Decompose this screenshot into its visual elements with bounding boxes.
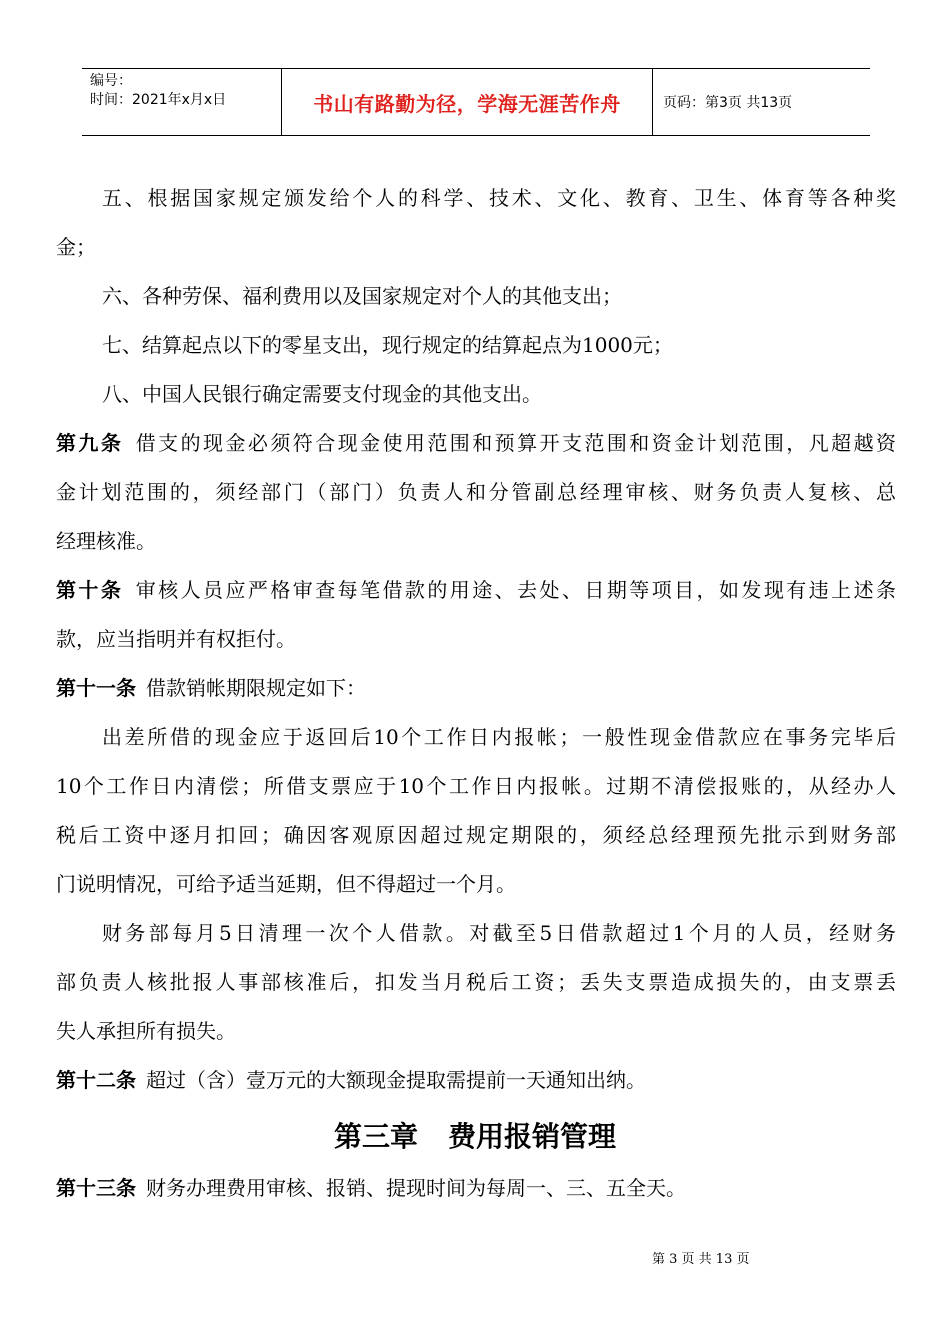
article-13-line: [56, 1164, 896, 1213]
number-label: 编号：: [90, 73, 132, 89]
article-12-line: [56, 1056, 896, 1105]
article-9-label: 第九条: [56, 431, 124, 455]
paragraph-2-line-1: 财务部每月5日清理一次个人借款。对截至5日借款超过1个月的人员，经财务: [102, 921, 896, 945]
time-label: 时间：2021年x月x日: [90, 92, 227, 108]
article-9-line-1: [56, 419, 896, 468]
article-9-text-1: 借支的现金必须符合现金使用范围和预算开支范围和资金计划范围，凡超越资: [133, 431, 897, 455]
item-7: 七、结算起点以下的零星支出，现行规定的结算起点为1000元；: [102, 333, 673, 357]
paragraph-2-line-3: 失人承担所有损失。: [56, 1019, 236, 1043]
paragraph-1-line-3: 税后工资中逐月扣回；确因客观原因超过规定期限的，须经总经理预先批示到财务部: [56, 823, 896, 847]
document-header: [82, 68, 870, 136]
item-6: 六、各种劳保、福利费用以及国家规定对个人的其他支出；: [102, 284, 622, 308]
chapter-title: 费用报销管理: [448, 1120, 617, 1153]
item-8: 八、中国人民银行确定需要支付现金的其他支出。: [102, 382, 542, 406]
page-info: 页码：第3页 共13页: [663, 95, 793, 111]
chapter-heading: [0, 1117, 950, 1157]
article-11-label: 第十一条: [56, 676, 136, 700]
article-10-line-1: [56, 566, 896, 615]
header-meta-cell: [82, 69, 281, 135]
paragraph-2-line-2: 部负责人核批报人事部核准后，扣发当月税后工资；丢失支票造成损失的，由支票丢: [56, 970, 896, 994]
motto-text: 书山有路勤为径，学海无涯苦作舟: [313, 91, 621, 116]
paragraph-1-line-2: 10个工作日内清偿；所借支票应于10个工作日内报帐。过期不清偿报账的，从经办人: [56, 774, 896, 798]
footer-page-number: 第 3 页 共 13 页: [652, 1252, 750, 1267]
article-10-label: 第十条: [56, 578, 124, 602]
article-9-line-2: 金计划范围的，须经部门（部门）负责人和分管副总经理审核、财务负责人复核、总: [56, 480, 896, 504]
document-body: [56, 174, 896, 1105]
article-10-line-2: 款，应当指明并有权拒付。: [56, 627, 296, 651]
item-5-line-2: 金；: [56, 235, 96, 259]
article-10-text-1: 审核人员应严格审查每笔借款的用途、去处、日期等项目，如发现有违上述条: [133, 578, 897, 602]
paragraph-1-line-1: 出差所借的现金应于返回后10个工作日内报帐；一般性现金借款应在事务完毕后: [102, 725, 896, 749]
paragraph-1-line-4: 门说明情况，可给予适当延期，但不得超过一个月。: [56, 872, 516, 896]
item-5-line-1: 五、根据国家规定颁发给个人的科学、技术、文化、教育、卫生、体育等各种奖: [102, 186, 896, 210]
article-13-text: 财务办理费用审核、报销、提现时间为每周一、三、五全天。: [146, 1176, 686, 1200]
article-12-label: 第十二条: [56, 1068, 136, 1092]
article-12-text: 超过（含）壹万元的大额现金提取需提前一天通知出纳。: [146, 1068, 646, 1092]
article-9-line-3: 经理核准。: [56, 529, 156, 553]
chapter-number: 第三章: [333, 1120, 418, 1153]
page-footer: [652, 1248, 749, 1267]
article-11-line: [56, 664, 896, 713]
article-11-text: 借款销帐期限规定如下：: [146, 676, 366, 700]
document-body-continued: [56, 1164, 896, 1213]
header-motto-cell: [281, 69, 653, 135]
article-13-label: 第十三条: [56, 1176, 136, 1200]
header-page-cell: [653, 69, 870, 135]
